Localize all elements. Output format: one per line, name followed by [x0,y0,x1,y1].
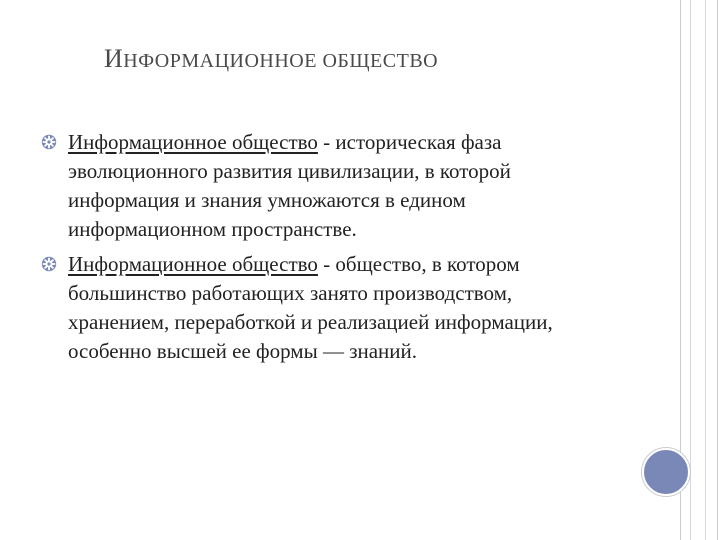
term: Информационное общество [68,130,318,154]
decorative-circle [642,448,690,496]
definition-text: - историческая фаза эволюционного развития цивилизации, в которой информация и знания умножаются в едином информационном пространстве. [68,130,511,241]
gear-icon [40,255,58,273]
slide-title [104,44,438,74]
gear-icon [40,133,58,151]
list-item [38,128,618,244]
list-item [38,250,618,366]
bullet-list [38,128,618,372]
right-border-inner-line [690,0,706,540]
definition-text: - общество, в котором большинство работающих занято производством, хранением, переработкой и реализацией информации, особенно высшей ее формы — знаний. [68,252,553,363]
title-initial: И [104,44,124,73]
title-rest: НФОРМАЦИОННОЕ ОБЩЕСТВО [123,50,439,72]
term: Информационное общество [68,252,318,276]
